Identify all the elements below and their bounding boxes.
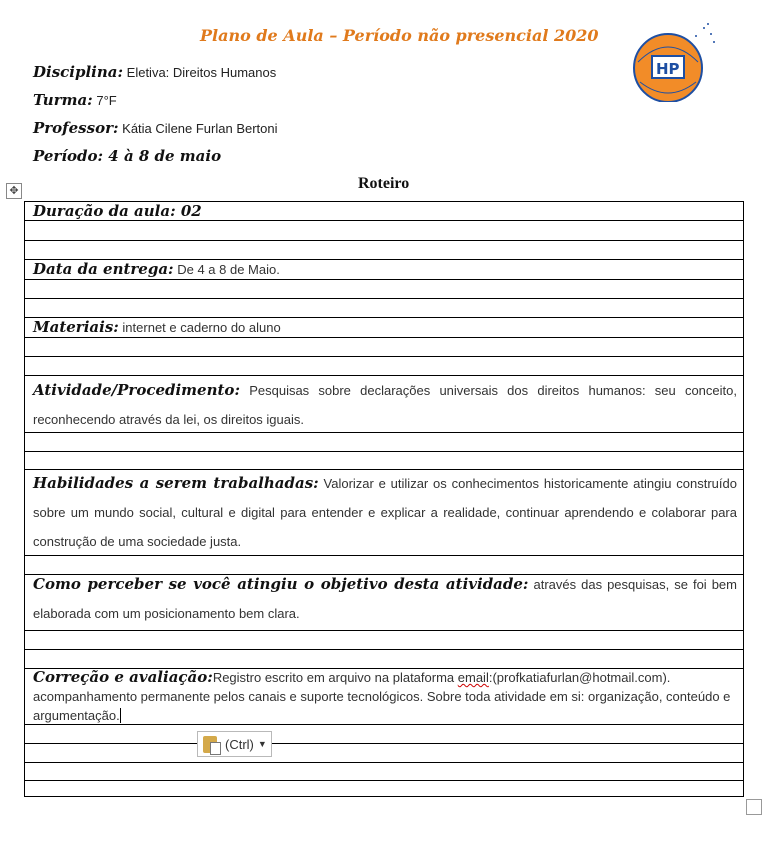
turma-value: 7°F <box>96 93 117 108</box>
objetivo-value: através das pesquisas, se foi bem elaborada com um posicionamento bem clara. <box>33 577 737 621</box>
paste-options-label: (Ctrl) <box>225 736 254 752</box>
correcao-cell[interactable] <box>33 668 737 725</box>
paste-options-button[interactable] <box>197 731 272 757</box>
professor-value: Kátia Cilene Furlan Bertoni <box>122 121 278 136</box>
correcao-value-start: Registro escrito em arquivo na plataforma <box>212 670 458 685</box>
entrega-cell[interactable] <box>33 260 737 278</box>
periodo-label: Período: 4 à 8 de maio <box>33 147 222 165</box>
periodo-line <box>33 147 221 165</box>
atividade-label: Atividade/Procedimento: <box>33 381 240 399</box>
objetivo-label: Como perceber se você atingiu o objetivo desta atividade: <box>33 575 529 593</box>
school-logo <box>618 22 718 102</box>
table-title: Roteiro <box>358 175 410 192</box>
disciplina-label: Disciplina: <box>33 63 124 81</box>
habilidades-value: Valorizar e utilizar os conhecimentos historicamente atingiu construído sobre um mundo social, cultural e digital para entender e explicar a realidade, continuar aprendendo e colaborar para construção de uma sociedade justa. <box>33 476 737 549</box>
professor-label: Professor: <box>33 119 119 137</box>
text-cursor <box>120 708 121 723</box>
correcao-email-word: email <box>457 670 489 685</box>
correcao-label: Correção e avaliação: <box>33 668 213 686</box>
objetivo-cell[interactable] <box>33 570 737 628</box>
materiais-label: Materiais: <box>33 318 119 336</box>
atividade-value: Pesquisas sobre declarações universais dos direitos humanos: seu conceito, reconhecendo através da lei, os direitos iguais. <box>33 383 737 427</box>
chevron-down-icon: ▼ <box>257 739 267 749</box>
turma-line <box>33 91 117 109</box>
table-move-handle-icon[interactable]: ✥ <box>6 183 22 199</box>
turma-label: Turma: <box>33 91 93 109</box>
roteiro-table[interactable] <box>24 201 744 797</box>
disciplina-value: Eletiva: Direitos Humanos <box>126 65 277 80</box>
habilidades-label: Habilidades a serem trabalhadas: <box>33 474 319 492</box>
disciplina-line <box>33 63 276 81</box>
clipboard-icon <box>203 736 217 753</box>
professor-line <box>33 119 278 137</box>
atividade-cell[interactable] <box>33 376 737 434</box>
materiais-cell[interactable] <box>33 318 737 336</box>
table-resize-handle[interactable] <box>746 799 762 815</box>
entrega-label: Data da entrega: <box>33 260 174 278</box>
duracao-label: Duração da aula: 02 <box>33 202 202 220</box>
document-title: Plano de Aula – Período não presencial 2020 <box>200 26 599 45</box>
correcao-value-end: :(profkatiafurlan@hotmail.com). acompanhamento permanente pelos canais e suporte tecnológicos. Sobre toda atividade em si: organização, conteúdo e argumentação. <box>33 670 731 723</box>
duracao-cell[interactable] <box>33 202 737 220</box>
svg-text:HP: HP <box>656 60 680 78</box>
habilidades-cell[interactable] <box>33 469 737 556</box>
entrega-value: De 4 a 8 de Maio. <box>177 262 280 277</box>
materiais-value: internet e caderno do aluno <box>122 320 281 335</box>
